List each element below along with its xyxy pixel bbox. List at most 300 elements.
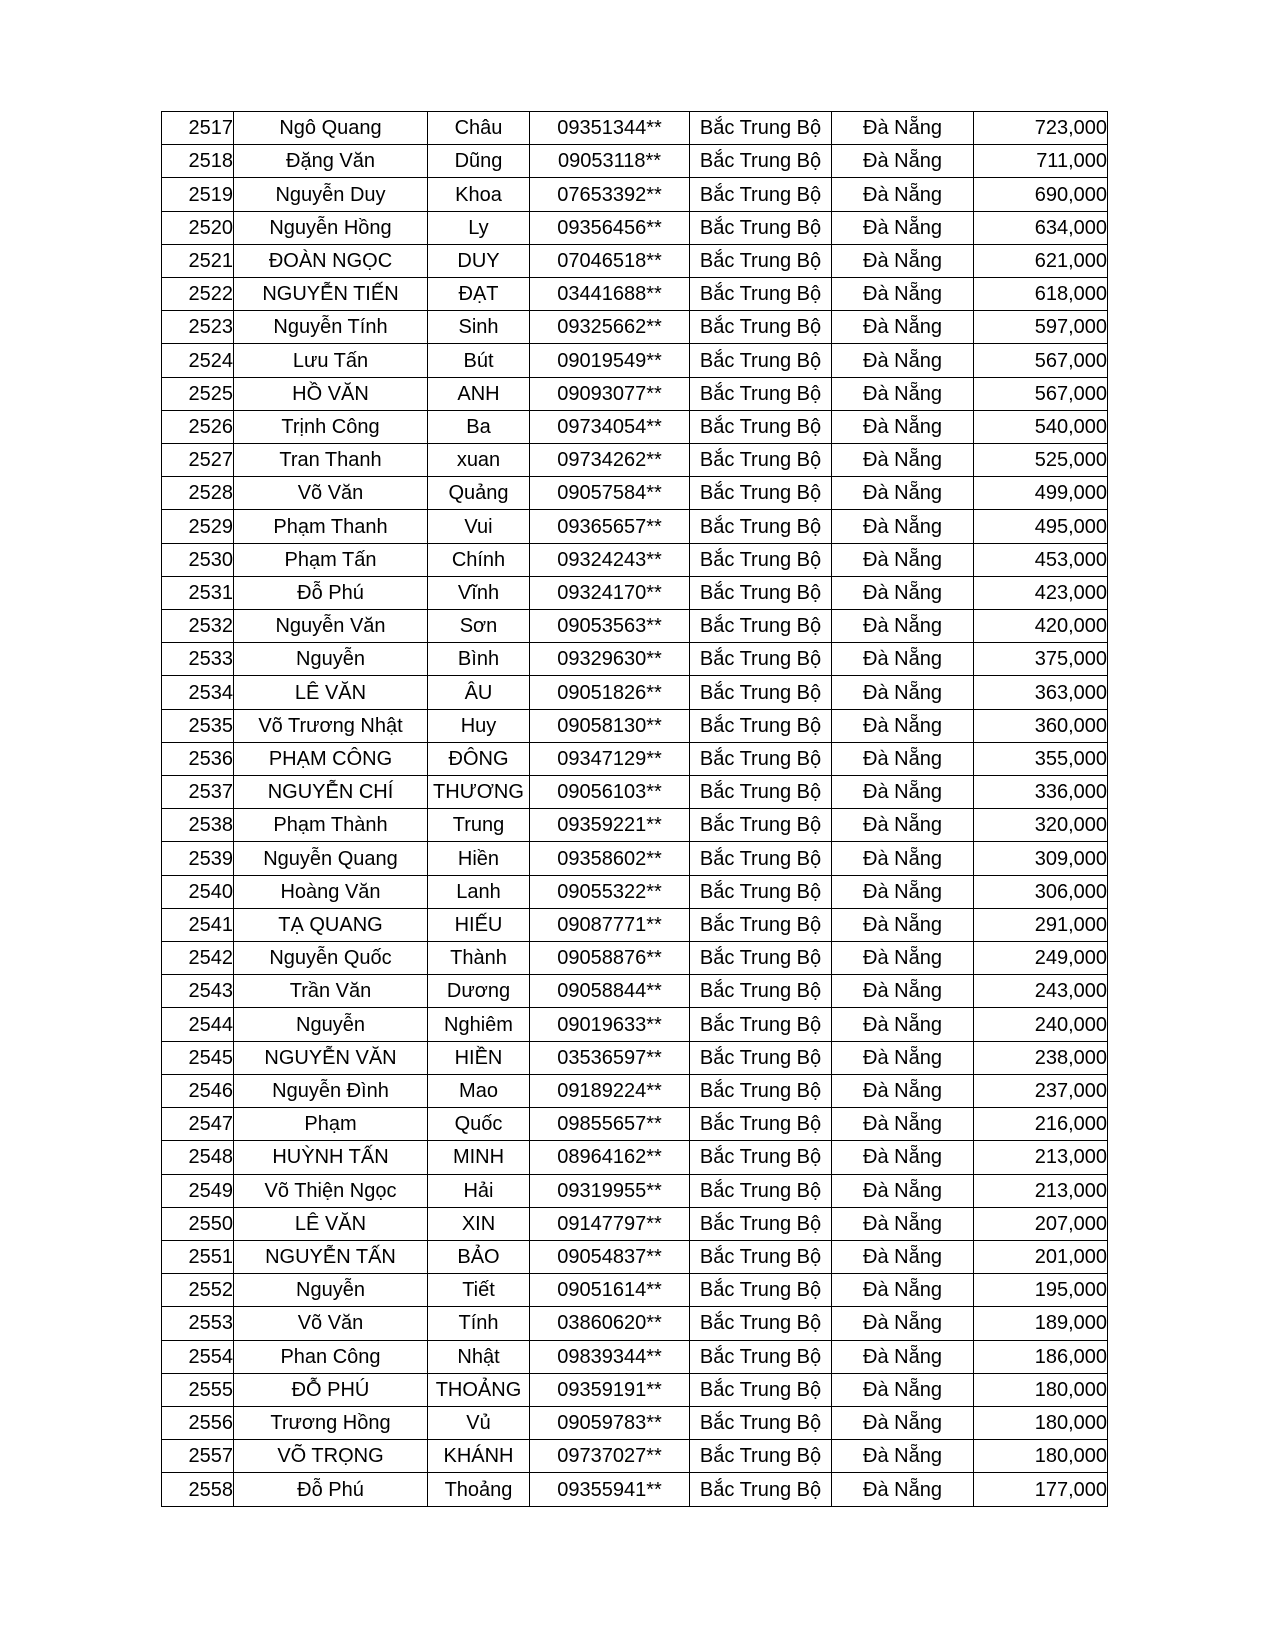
phone-cell: 07653392**	[530, 178, 690, 211]
city-cell: Đà Nẵng	[832, 1141, 974, 1174]
region-cell: Bắc Trung Bộ	[690, 809, 832, 842]
given-name-cell: KHÁNH	[428, 1440, 530, 1473]
given-name-cell: HIỀN	[428, 1041, 530, 1074]
first-name-cell: Nguyễn Tính	[234, 311, 428, 344]
phone-cell: 09351344**	[530, 112, 690, 145]
given-name-cell: Hải	[428, 1174, 530, 1207]
row-id-cell: 2519	[162, 178, 234, 211]
table-row	[162, 344, 1108, 377]
first-name-cell: Võ Văn	[234, 477, 428, 510]
given-name-cell: Hiền	[428, 842, 530, 875]
table-row	[162, 1307, 1108, 1340]
phone-cell: 09737027**	[530, 1440, 690, 1473]
city-cell: Đà Nẵng	[832, 1074, 974, 1107]
given-name-cell: Châu	[428, 112, 530, 145]
given-name-cell: Mao	[428, 1074, 530, 1107]
city-cell: Đà Nẵng	[832, 1307, 974, 1340]
row-id-cell: 2539	[162, 842, 234, 875]
region-cell: Bắc Trung Bộ	[690, 112, 832, 145]
phone-cell: 09189224**	[530, 1074, 690, 1107]
region-cell: Bắc Trung Bộ	[690, 1174, 832, 1207]
region-cell: Bắc Trung Bộ	[690, 576, 832, 609]
amount-cell: 420,000	[974, 610, 1108, 643]
city-cell: Đà Nẵng	[832, 676, 974, 709]
row-id-cell: 2553	[162, 1307, 234, 1340]
given-name-cell: Huy	[428, 709, 530, 742]
row-id-cell: 2544	[162, 1008, 234, 1041]
given-name-cell: Bình	[428, 643, 530, 676]
row-id-cell: 2536	[162, 742, 234, 775]
row-id-cell: 2540	[162, 875, 234, 908]
region-cell: Bắc Trung Bộ	[690, 610, 832, 643]
row-id-cell: 2528	[162, 477, 234, 510]
city-cell: Đà Nẵng	[832, 477, 974, 510]
first-name-cell: Võ Trương Nhật	[234, 709, 428, 742]
region-cell: Bắc Trung Bộ	[690, 1440, 832, 1473]
given-name-cell: BẢO	[428, 1240, 530, 1273]
row-id-cell: 2517	[162, 112, 234, 145]
given-name-cell: Tính	[428, 1307, 530, 1340]
city-cell: Đà Nẵng	[832, 709, 974, 742]
table-row	[162, 1041, 1108, 1074]
first-name-cell: Đặng Văn	[234, 145, 428, 178]
region-cell: Bắc Trung Bộ	[690, 510, 832, 543]
city-cell: Đà Nẵng	[832, 776, 974, 809]
region-cell: Bắc Trung Bộ	[690, 1406, 832, 1439]
phone-cell: 03860620**	[530, 1307, 690, 1340]
phone-cell: 09054837**	[530, 1240, 690, 1273]
phone-cell: 09053118**	[530, 145, 690, 178]
table-row	[162, 1440, 1108, 1473]
region-cell: Bắc Trung Bộ	[690, 278, 832, 311]
given-name-cell: Sơn	[428, 610, 530, 643]
first-name-cell: Nguyễn Quang	[234, 842, 428, 875]
row-id-cell: 2557	[162, 1440, 234, 1473]
region-cell: Bắc Trung Bộ	[690, 709, 832, 742]
amount-cell: 363,000	[974, 676, 1108, 709]
first-name-cell: Nguyễn	[234, 1274, 428, 1307]
table-row	[162, 1406, 1108, 1439]
row-id-cell: 2530	[162, 543, 234, 576]
amount-cell: 249,000	[974, 942, 1108, 975]
amount-cell: 621,000	[974, 244, 1108, 277]
given-name-cell: Nghiêm	[428, 1008, 530, 1041]
phone-cell: 09051826**	[530, 676, 690, 709]
city-cell: Đà Nẵng	[832, 1240, 974, 1273]
phone-cell: 09058876**	[530, 942, 690, 975]
row-id-cell: 2533	[162, 643, 234, 676]
amount-cell: 291,000	[974, 908, 1108, 941]
amount-cell: 336,000	[974, 776, 1108, 809]
city-cell: Đà Nẵng	[832, 875, 974, 908]
amount-cell: 567,000	[974, 344, 1108, 377]
table-row	[162, 1074, 1108, 1107]
amount-cell: 237,000	[974, 1074, 1108, 1107]
city-cell: Đà Nẵng	[832, 1473, 974, 1507]
region-cell: Bắc Trung Bộ	[690, 942, 832, 975]
amount-cell: 180,000	[974, 1406, 1108, 1439]
first-name-cell: ĐOÀN NGỌC	[234, 244, 428, 277]
phone-cell: 09058844**	[530, 975, 690, 1008]
region-cell: Bắc Trung Bộ	[690, 1041, 832, 1074]
given-name-cell: Dương	[428, 975, 530, 1008]
amount-cell: 177,000	[974, 1473, 1108, 1507]
row-id-cell: 2551	[162, 1240, 234, 1273]
row-id-cell: 2549	[162, 1174, 234, 1207]
phone-cell: 09057584**	[530, 477, 690, 510]
city-cell: Đà Nẵng	[832, 842, 974, 875]
region-cell: Bắc Trung Bộ	[690, 1473, 832, 1507]
region-cell: Bắc Trung Bộ	[690, 1108, 832, 1141]
amount-cell: 243,000	[974, 975, 1108, 1008]
phone-cell: 09325662**	[530, 311, 690, 344]
table-row	[162, 410, 1108, 443]
region-cell: Bắc Trung Bộ	[690, 477, 832, 510]
first-name-cell: Ngô Quang	[234, 112, 428, 145]
region-cell: Bắc Trung Bộ	[690, 643, 832, 676]
table-row	[162, 1008, 1108, 1041]
region-cell: Bắc Trung Bộ	[690, 211, 832, 244]
row-id-cell: 2529	[162, 510, 234, 543]
amount-cell: 189,000	[974, 1307, 1108, 1340]
row-id-cell: 2541	[162, 908, 234, 941]
row-id-cell: 2527	[162, 444, 234, 477]
given-name-cell: Ly	[428, 211, 530, 244]
amount-cell: 540,000	[974, 410, 1108, 443]
phone-cell: 09055322**	[530, 875, 690, 908]
table-row	[162, 477, 1108, 510]
city-cell: Đà Nẵng	[832, 1340, 974, 1373]
city-cell: Đà Nẵng	[832, 543, 974, 576]
region-cell: Bắc Trung Bộ	[690, 1074, 832, 1107]
city-cell: Đà Nẵng	[832, 244, 974, 277]
table-row	[162, 1473, 1108, 1507]
table-row	[162, 942, 1108, 975]
table-row	[162, 809, 1108, 842]
given-name-cell: Sinh	[428, 311, 530, 344]
region-cell: Bắc Trung Bộ	[690, 776, 832, 809]
region-cell: Bắc Trung Bộ	[690, 875, 832, 908]
region-cell: Bắc Trung Bộ	[690, 145, 832, 178]
amount-cell: 201,000	[974, 1240, 1108, 1273]
amount-cell: 360,000	[974, 709, 1108, 742]
first-name-cell: Phạm Thành	[234, 809, 428, 842]
table-row	[162, 975, 1108, 1008]
first-name-cell: Nguyễn Duy	[234, 178, 428, 211]
amount-cell: 723,000	[974, 112, 1108, 145]
phone-cell: 09319955**	[530, 1174, 690, 1207]
city-cell: Đà Nẵng	[832, 1041, 974, 1074]
row-id-cell: 2532	[162, 610, 234, 643]
given-name-cell: Dũng	[428, 145, 530, 178]
region-cell: Bắc Trung Bộ	[690, 244, 832, 277]
region-cell: Bắc Trung Bộ	[690, 1274, 832, 1307]
phone-cell: 09355941**	[530, 1473, 690, 1507]
table-row	[162, 1274, 1108, 1307]
first-name-cell: NGUYỄN TIẾN	[234, 278, 428, 311]
table-row	[162, 278, 1108, 311]
first-name-cell: Tran Thanh	[234, 444, 428, 477]
table-row	[162, 244, 1108, 277]
table-row	[162, 709, 1108, 742]
city-cell: Đà Nẵng	[832, 410, 974, 443]
phone-cell: 09839344**	[530, 1340, 690, 1373]
amount-cell: 423,000	[974, 576, 1108, 609]
amount-cell: 213,000	[974, 1141, 1108, 1174]
first-name-cell: HUỲNH TẤN	[234, 1141, 428, 1174]
table-row	[162, 311, 1108, 344]
first-name-cell: Phạm Tấn	[234, 543, 428, 576]
data-table	[161, 111, 1108, 1507]
phone-cell: 09855657**	[530, 1108, 690, 1141]
first-name-cell: Võ Thiện Ngọc	[234, 1174, 428, 1207]
city-cell: Đà Nẵng	[832, 942, 974, 975]
table-row	[162, 1108, 1108, 1141]
row-id-cell: 2555	[162, 1373, 234, 1406]
phone-cell: 03441688**	[530, 278, 690, 311]
first-name-cell: Phạm	[234, 1108, 428, 1141]
given-name-cell: Trung	[428, 809, 530, 842]
first-name-cell: Hoàng Văn	[234, 875, 428, 908]
amount-cell: 567,000	[974, 377, 1108, 410]
given-name-cell: HIẾU	[428, 908, 530, 941]
phone-cell: 09734262**	[530, 444, 690, 477]
table-row	[162, 1174, 1108, 1207]
region-cell: Bắc Trung Bộ	[690, 975, 832, 1008]
given-name-cell: Thành	[428, 942, 530, 975]
phone-cell: 09359191**	[530, 1373, 690, 1406]
city-cell: Đà Nẵng	[832, 1207, 974, 1240]
region-cell: Bắc Trung Bộ	[690, 908, 832, 941]
first-name-cell: Đỗ Phú	[234, 576, 428, 609]
region-cell: Bắc Trung Bộ	[690, 178, 832, 211]
phone-cell: 09056103**	[530, 776, 690, 809]
first-name-cell: NGUYỄN TẤN	[234, 1240, 428, 1273]
amount-cell: 186,000	[974, 1340, 1108, 1373]
city-cell: Đà Nẵng	[832, 1274, 974, 1307]
amount-cell: 711,000	[974, 145, 1108, 178]
row-id-cell: 2523	[162, 311, 234, 344]
given-name-cell: Nhật	[428, 1340, 530, 1373]
table-row	[162, 543, 1108, 576]
city-cell: Đà Nẵng	[832, 211, 974, 244]
phone-cell: 09359221**	[530, 809, 690, 842]
region-cell: Bắc Trung Bộ	[690, 676, 832, 709]
given-name-cell: Thoảng	[428, 1473, 530, 1507]
region-cell: Bắc Trung Bộ	[690, 444, 832, 477]
row-id-cell: 2558	[162, 1473, 234, 1507]
region-cell: Bắc Trung Bộ	[690, 842, 832, 875]
row-id-cell: 2547	[162, 1108, 234, 1141]
amount-cell: 180,000	[974, 1373, 1108, 1406]
region-cell: Bắc Trung Bộ	[690, 344, 832, 377]
first-name-cell: Nguyễn Hồng	[234, 211, 428, 244]
amount-cell: 525,000	[974, 444, 1108, 477]
first-name-cell: Nguyễn Đình	[234, 1074, 428, 1107]
table-row	[162, 1340, 1108, 1373]
table-row	[162, 112, 1108, 145]
first-name-cell: Nguyễn Quốc	[234, 942, 428, 975]
table-row	[162, 610, 1108, 643]
amount-cell: 499,000	[974, 477, 1108, 510]
first-name-cell: VÕ TRỌNG	[234, 1440, 428, 1473]
first-name-cell: Phạm Thanh	[234, 510, 428, 543]
row-id-cell: 2537	[162, 776, 234, 809]
first-name-cell: Nguyễn	[234, 643, 428, 676]
table-row	[162, 377, 1108, 410]
phone-cell: 09358602**	[530, 842, 690, 875]
city-cell: Đà Nẵng	[832, 975, 974, 1008]
first-name-cell: Lưu Tấn	[234, 344, 428, 377]
first-name-cell: LÊ VĂN	[234, 676, 428, 709]
amount-cell: 306,000	[974, 875, 1108, 908]
given-name-cell: Vủ	[428, 1406, 530, 1439]
phone-cell: 09058130**	[530, 709, 690, 742]
row-id-cell: 2543	[162, 975, 234, 1008]
table-row	[162, 1373, 1108, 1406]
city-cell: Đà Nẵng	[832, 344, 974, 377]
given-name-cell: Lanh	[428, 875, 530, 908]
first-name-cell: TẠ QUANG	[234, 908, 428, 941]
city-cell: Đà Nẵng	[832, 1108, 974, 1141]
city-cell: Đà Nẵng	[832, 311, 974, 344]
city-cell: Đà Nẵng	[832, 908, 974, 941]
given-name-cell: Vĩnh	[428, 576, 530, 609]
table-row	[162, 742, 1108, 775]
table-row	[162, 842, 1108, 875]
phone-cell: 08964162**	[530, 1141, 690, 1174]
amount-cell: 375,000	[974, 643, 1108, 676]
table-row	[162, 1141, 1108, 1174]
given-name-cell: xuan	[428, 444, 530, 477]
phone-cell: 09734054**	[530, 410, 690, 443]
region-cell: Bắc Trung Bộ	[690, 742, 832, 775]
city-cell: Đà Nẵng	[832, 643, 974, 676]
first-name-cell: Nguyễn	[234, 1008, 428, 1041]
amount-cell: 238,000	[974, 1041, 1108, 1074]
phone-cell: 09019633**	[530, 1008, 690, 1041]
row-id-cell: 2545	[162, 1041, 234, 1074]
row-id-cell: 2548	[162, 1141, 234, 1174]
phone-cell: 03536597**	[530, 1041, 690, 1074]
given-name-cell: Bút	[428, 344, 530, 377]
row-id-cell: 2538	[162, 809, 234, 842]
amount-cell: 634,000	[974, 211, 1108, 244]
region-cell: Bắc Trung Bộ	[690, 1340, 832, 1373]
row-id-cell: 2534	[162, 676, 234, 709]
row-id-cell: 2552	[162, 1274, 234, 1307]
first-name-cell: NGUYỄN CHÍ	[234, 776, 428, 809]
table-row	[162, 178, 1108, 211]
table-row	[162, 875, 1108, 908]
row-id-cell: 2525	[162, 377, 234, 410]
row-id-cell: 2518	[162, 145, 234, 178]
region-cell: Bắc Trung Bộ	[690, 543, 832, 576]
amount-cell: 207,000	[974, 1207, 1108, 1240]
city-cell: Đà Nẵng	[832, 610, 974, 643]
first-name-cell: Đỗ Phú	[234, 1473, 428, 1507]
amount-cell: 320,000	[974, 809, 1108, 842]
amount-cell: 597,000	[974, 311, 1108, 344]
first-name-cell: Trần Văn	[234, 975, 428, 1008]
amount-cell: 180,000	[974, 1440, 1108, 1473]
amount-cell: 213,000	[974, 1174, 1108, 1207]
given-name-cell: Vui	[428, 510, 530, 543]
given-name-cell: Quốc	[428, 1108, 530, 1141]
amount-cell: 195,000	[974, 1274, 1108, 1307]
city-cell: Đà Nẵng	[832, 178, 974, 211]
first-name-cell: NGUYỄN VĂN	[234, 1041, 428, 1074]
region-cell: Bắc Trung Bộ	[690, 1307, 832, 1340]
city-cell: Đà Nẵng	[832, 377, 974, 410]
row-id-cell: 2542	[162, 942, 234, 975]
region-cell: Bắc Trung Bộ	[690, 311, 832, 344]
amount-cell: 240,000	[974, 1008, 1108, 1041]
table-row	[162, 908, 1108, 941]
phone-cell: 09147797**	[530, 1207, 690, 1240]
region-cell: Bắc Trung Bộ	[690, 410, 832, 443]
row-id-cell: 2550	[162, 1207, 234, 1240]
row-id-cell: 2520	[162, 211, 234, 244]
table-row	[162, 1207, 1108, 1240]
phone-cell: 09356456**	[530, 211, 690, 244]
city-cell: Đà Nẵng	[832, 278, 974, 311]
city-cell: Đà Nẵng	[832, 444, 974, 477]
first-name-cell: Phan Công	[234, 1340, 428, 1373]
given-name-cell: ANH	[428, 377, 530, 410]
given-name-cell: Ba	[428, 410, 530, 443]
region-cell: Bắc Trung Bộ	[690, 377, 832, 410]
table-row	[162, 444, 1108, 477]
phone-cell: 07046518**	[530, 244, 690, 277]
given-name-cell: THOẢNG	[428, 1373, 530, 1406]
table-row	[162, 510, 1108, 543]
row-id-cell: 2535	[162, 709, 234, 742]
table-row	[162, 776, 1108, 809]
city-cell: Đà Nẵng	[832, 1406, 974, 1439]
amount-cell: 495,000	[974, 510, 1108, 543]
row-id-cell: 2524	[162, 344, 234, 377]
table-row	[162, 1240, 1108, 1273]
given-name-cell: Chính	[428, 543, 530, 576]
table-row	[162, 676, 1108, 709]
first-name-cell: Nguyễn Văn	[234, 610, 428, 643]
city-cell: Đà Nẵng	[832, 1373, 974, 1406]
given-name-cell: Khoa	[428, 178, 530, 211]
city-cell: Đà Nẵng	[832, 809, 974, 842]
row-id-cell: 2556	[162, 1406, 234, 1439]
city-cell: Đà Nẵng	[832, 145, 974, 178]
row-id-cell: 2521	[162, 244, 234, 277]
given-name-cell: ĐÔNG	[428, 742, 530, 775]
row-id-cell: 2554	[162, 1340, 234, 1373]
given-name-cell: ĐẠT	[428, 278, 530, 311]
row-id-cell: 2531	[162, 576, 234, 609]
given-name-cell: THƯƠNG	[428, 776, 530, 809]
phone-cell: 09324243**	[530, 543, 690, 576]
table-row	[162, 643, 1108, 676]
city-cell: Đà Nẵng	[832, 742, 974, 775]
given-name-cell: DUY	[428, 244, 530, 277]
first-name-cell: Võ Văn	[234, 1307, 428, 1340]
first-name-cell: Trịnh Công	[234, 410, 428, 443]
region-cell: Bắc Trung Bộ	[690, 1008, 832, 1041]
city-cell: Đà Nẵng	[832, 1440, 974, 1473]
first-name-cell: ĐỖ PHÚ	[234, 1373, 428, 1406]
given-name-cell: Quảng	[428, 477, 530, 510]
phone-cell: 09093077**	[530, 377, 690, 410]
region-cell: Bắc Trung Bộ	[690, 1141, 832, 1174]
